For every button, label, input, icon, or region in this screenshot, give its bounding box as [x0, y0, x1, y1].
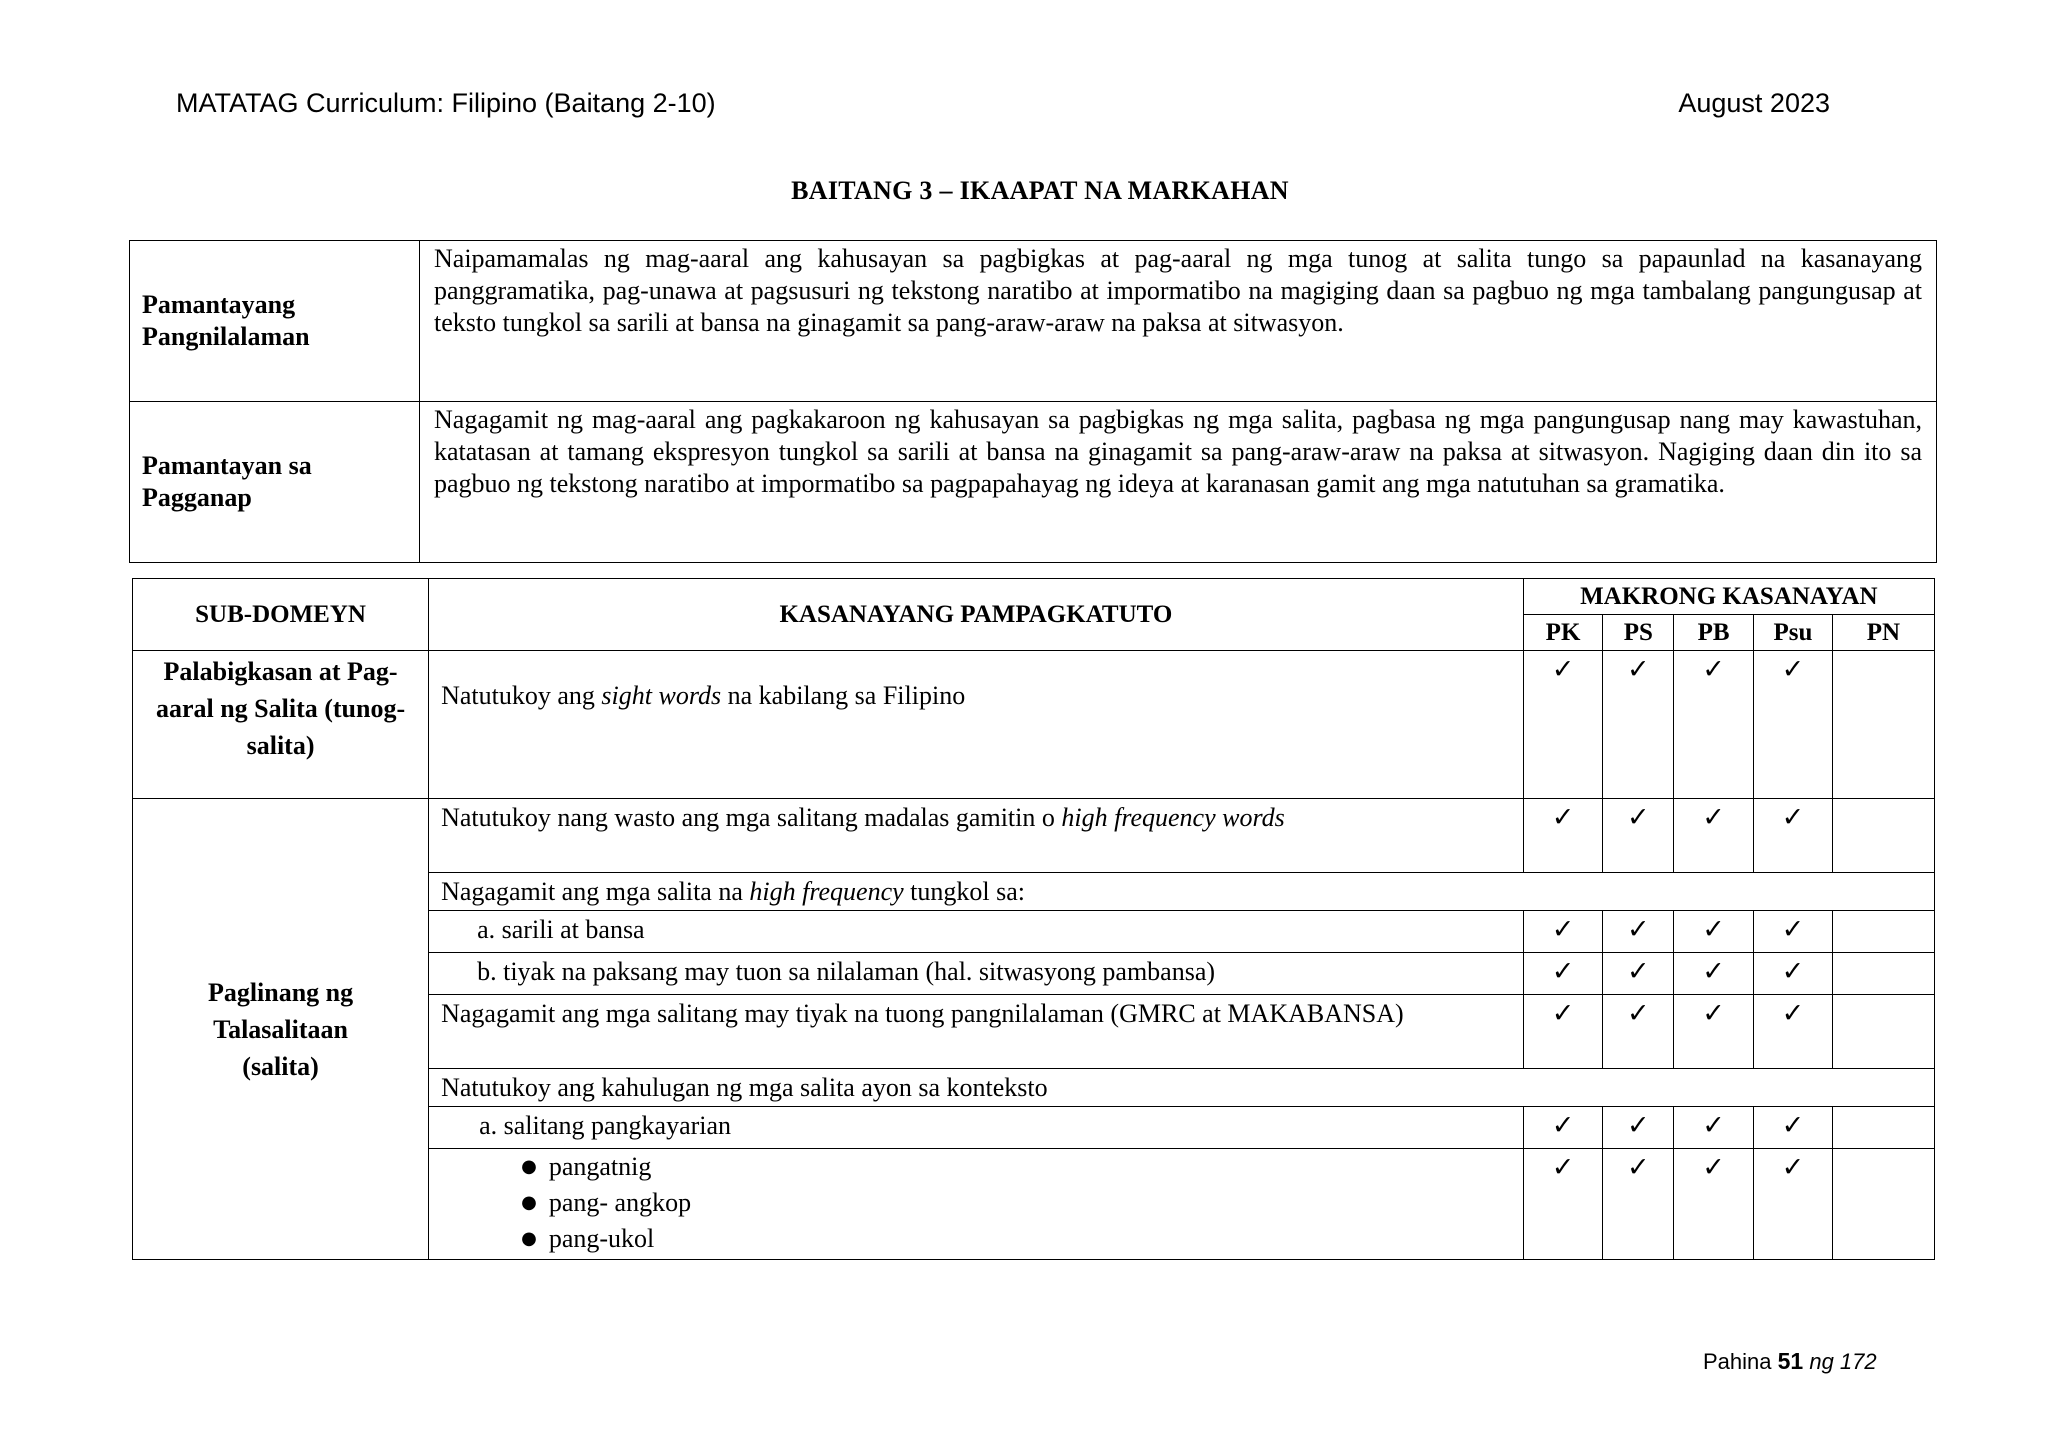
check-mark: ✓ [1523, 1107, 1603, 1149]
empty-cell [1832, 995, 1934, 1069]
competency-emphasis: high frequency [749, 877, 904, 906]
competency-emphasis: high frequency words [1061, 803, 1285, 832]
sub-domain-cell: Palabigkasan at Pag- aaral ng Salita (tunog-salita) [133, 651, 429, 799]
check-mark: ✓ [1674, 995, 1754, 1069]
check-mark: ✓ [1674, 651, 1754, 799]
check-mark: ✓ [1523, 911, 1603, 953]
document-header-title: MATATAG Curriculum: Filipino (Baitang 2-10) [176, 88, 716, 118]
list-item: ● pangatnig [521, 1150, 1511, 1186]
check-mark: ✓ [1754, 953, 1833, 995]
competency-text: na kabilang sa Filipino [721, 680, 966, 710]
check-mark: ✓ [1674, 1149, 1754, 1260]
competency-text: tungkol sa: [903, 877, 1025, 906]
check-mark: ✓ [1754, 1107, 1833, 1149]
competency-cell: Nagagamit ang mga salitang may tiyak na tuong pangnilalaman (GMRC at MAKABANSA) [429, 995, 1524, 1069]
table-header-row [133, 579, 1935, 615]
standards-table [129, 240, 1937, 563]
check-mark: ✓ [1603, 911, 1674, 953]
list-item: ● pang-ukol [521, 1222, 1511, 1258]
col-header-competency: KASANAYANG PAMPAGKATUTO [429, 579, 1524, 651]
col-header-sub-domain: SUB-DOMEYN [133, 579, 429, 651]
table-row [133, 651, 1935, 799]
empty-cell [1832, 651, 1934, 799]
competency-cell [429, 799, 1524, 873]
col-header-pb: PB [1674, 615, 1754, 651]
competency-cell: Natutukoy ang kahulugan ng mga salita ayon sa konteksto [429, 1069, 1935, 1107]
check-mark: ✓ [1523, 651, 1603, 799]
check-mark: ✓ [1754, 799, 1833, 873]
check-mark: ✓ [1523, 953, 1603, 995]
check-mark: ✓ [1754, 1149, 1833, 1260]
standard-label: Pamantayang Pangnilalaman [130, 241, 420, 402]
competency-cell [429, 651, 1524, 799]
competency-cell [429, 1149, 1524, 1260]
competency-text: Natutukoy nang wasto ang mga salitang madalas gamitin o [441, 803, 1062, 832]
check-mark: ✓ [1674, 1107, 1754, 1149]
check-mark: ✓ [1523, 1149, 1603, 1260]
empty-cell [1832, 1107, 1934, 1149]
list-item: ● pang- angkop [521, 1186, 1511, 1222]
check-mark: ✓ [1603, 1107, 1674, 1149]
check-mark: ✓ [1523, 995, 1603, 1069]
page-number [1703, 1348, 1877, 1375]
standard-text: Nagagamit ng mag-aaral ang pagkakaroon ng kahusayan sa pagbigkas ng mga salita, pagbasa ng mga pangungusap nang may kawastuhan, katatasan at tamang ekspresyon tungkol sa sarili at bansa na ginagamit sa pang-araw-araw na paksa at sitwasyon. Nagiging daan din ito sa pagbuo ng tekstong naratibo at impormatibo sa pagpapahayag ng ideya at karanasan gamit ang mga natutuhan sa gramatika. [420, 402, 1937, 563]
empty-cell [1832, 953, 1934, 995]
sub-domain-cell: Paglinang ng Talasalitaan (salita) [133, 799, 429, 1260]
col-header-macro-skills: MAKRONG KASANAYAN [1523, 579, 1934, 615]
page-number-current: 51 [1777, 1348, 1804, 1374]
table-row [133, 799, 1935, 873]
check-mark: ✓ [1603, 799, 1674, 873]
empty-cell [1832, 1149, 1934, 1260]
empty-cell [1832, 799, 1934, 873]
competency-text: Nagagamit ang mga salita na [441, 877, 750, 906]
check-mark: ✓ [1603, 1149, 1674, 1260]
competency-cell: a. sarili at bansa [429, 911, 1524, 953]
competency-cell [429, 873, 1935, 911]
standards-row [130, 241, 1937, 402]
bullet-list [441, 1150, 1511, 1258]
col-header-pk: PK [1523, 615, 1603, 651]
check-mark: ✓ [1674, 911, 1754, 953]
check-mark: ✓ [1523, 799, 1603, 873]
check-mark: ✓ [1754, 911, 1833, 953]
competency-emphasis: sight words [601, 680, 722, 710]
competency-text: Natutukoy ang [441, 680, 602, 710]
check-mark: ✓ [1674, 799, 1754, 873]
page-number-prefix: Pahina [1703, 1349, 1778, 1374]
check-mark: ✓ [1603, 651, 1674, 799]
empty-cell [1832, 911, 1934, 953]
standard-text: Naipamamalas ng mag-aaral ang kahusayan sa pagbigkas at pag-aaral ng mga tunog at salita tungo sa papaunlad na kasanayang panggramatika, pag-unawa at pagsusuri ng tekstong naratibo at impormatibo na magiging daan sa pagbuo ng mga tambalang pangungusap at teksto tungkol sa sarili at bansa na ginagamit sa pang-araw-araw na paksa at sitwasyon. [420, 241, 1937, 402]
check-mark: ✓ [1603, 953, 1674, 995]
page-title: BAITANG 3 – IKAAPAT NA MARKAHAN [791, 176, 1289, 205]
col-header-pn: PN [1832, 615, 1934, 651]
check-mark: ✓ [1754, 651, 1833, 799]
page-number-total: ng 172 [1809, 1349, 1877, 1374]
col-header-psu: Psu [1754, 615, 1833, 651]
col-header-ps: PS [1603, 615, 1674, 651]
check-mark: ✓ [1674, 953, 1754, 995]
competency-cell: b. tiyak na paksang may tuon sa nilalaman (hal. sitwasyong pambansa) [429, 953, 1524, 995]
check-mark: ✓ [1754, 995, 1833, 1069]
check-mark: ✓ [1603, 995, 1674, 1069]
document-header-date: August 2023 [1678, 88, 1830, 118]
competency-table [132, 578, 1935, 1260]
standards-row [130, 402, 1937, 563]
standard-label: Pamantayan sa Pagganap [130, 402, 420, 563]
competency-cell: a. salitang pangkayarian [429, 1107, 1524, 1149]
